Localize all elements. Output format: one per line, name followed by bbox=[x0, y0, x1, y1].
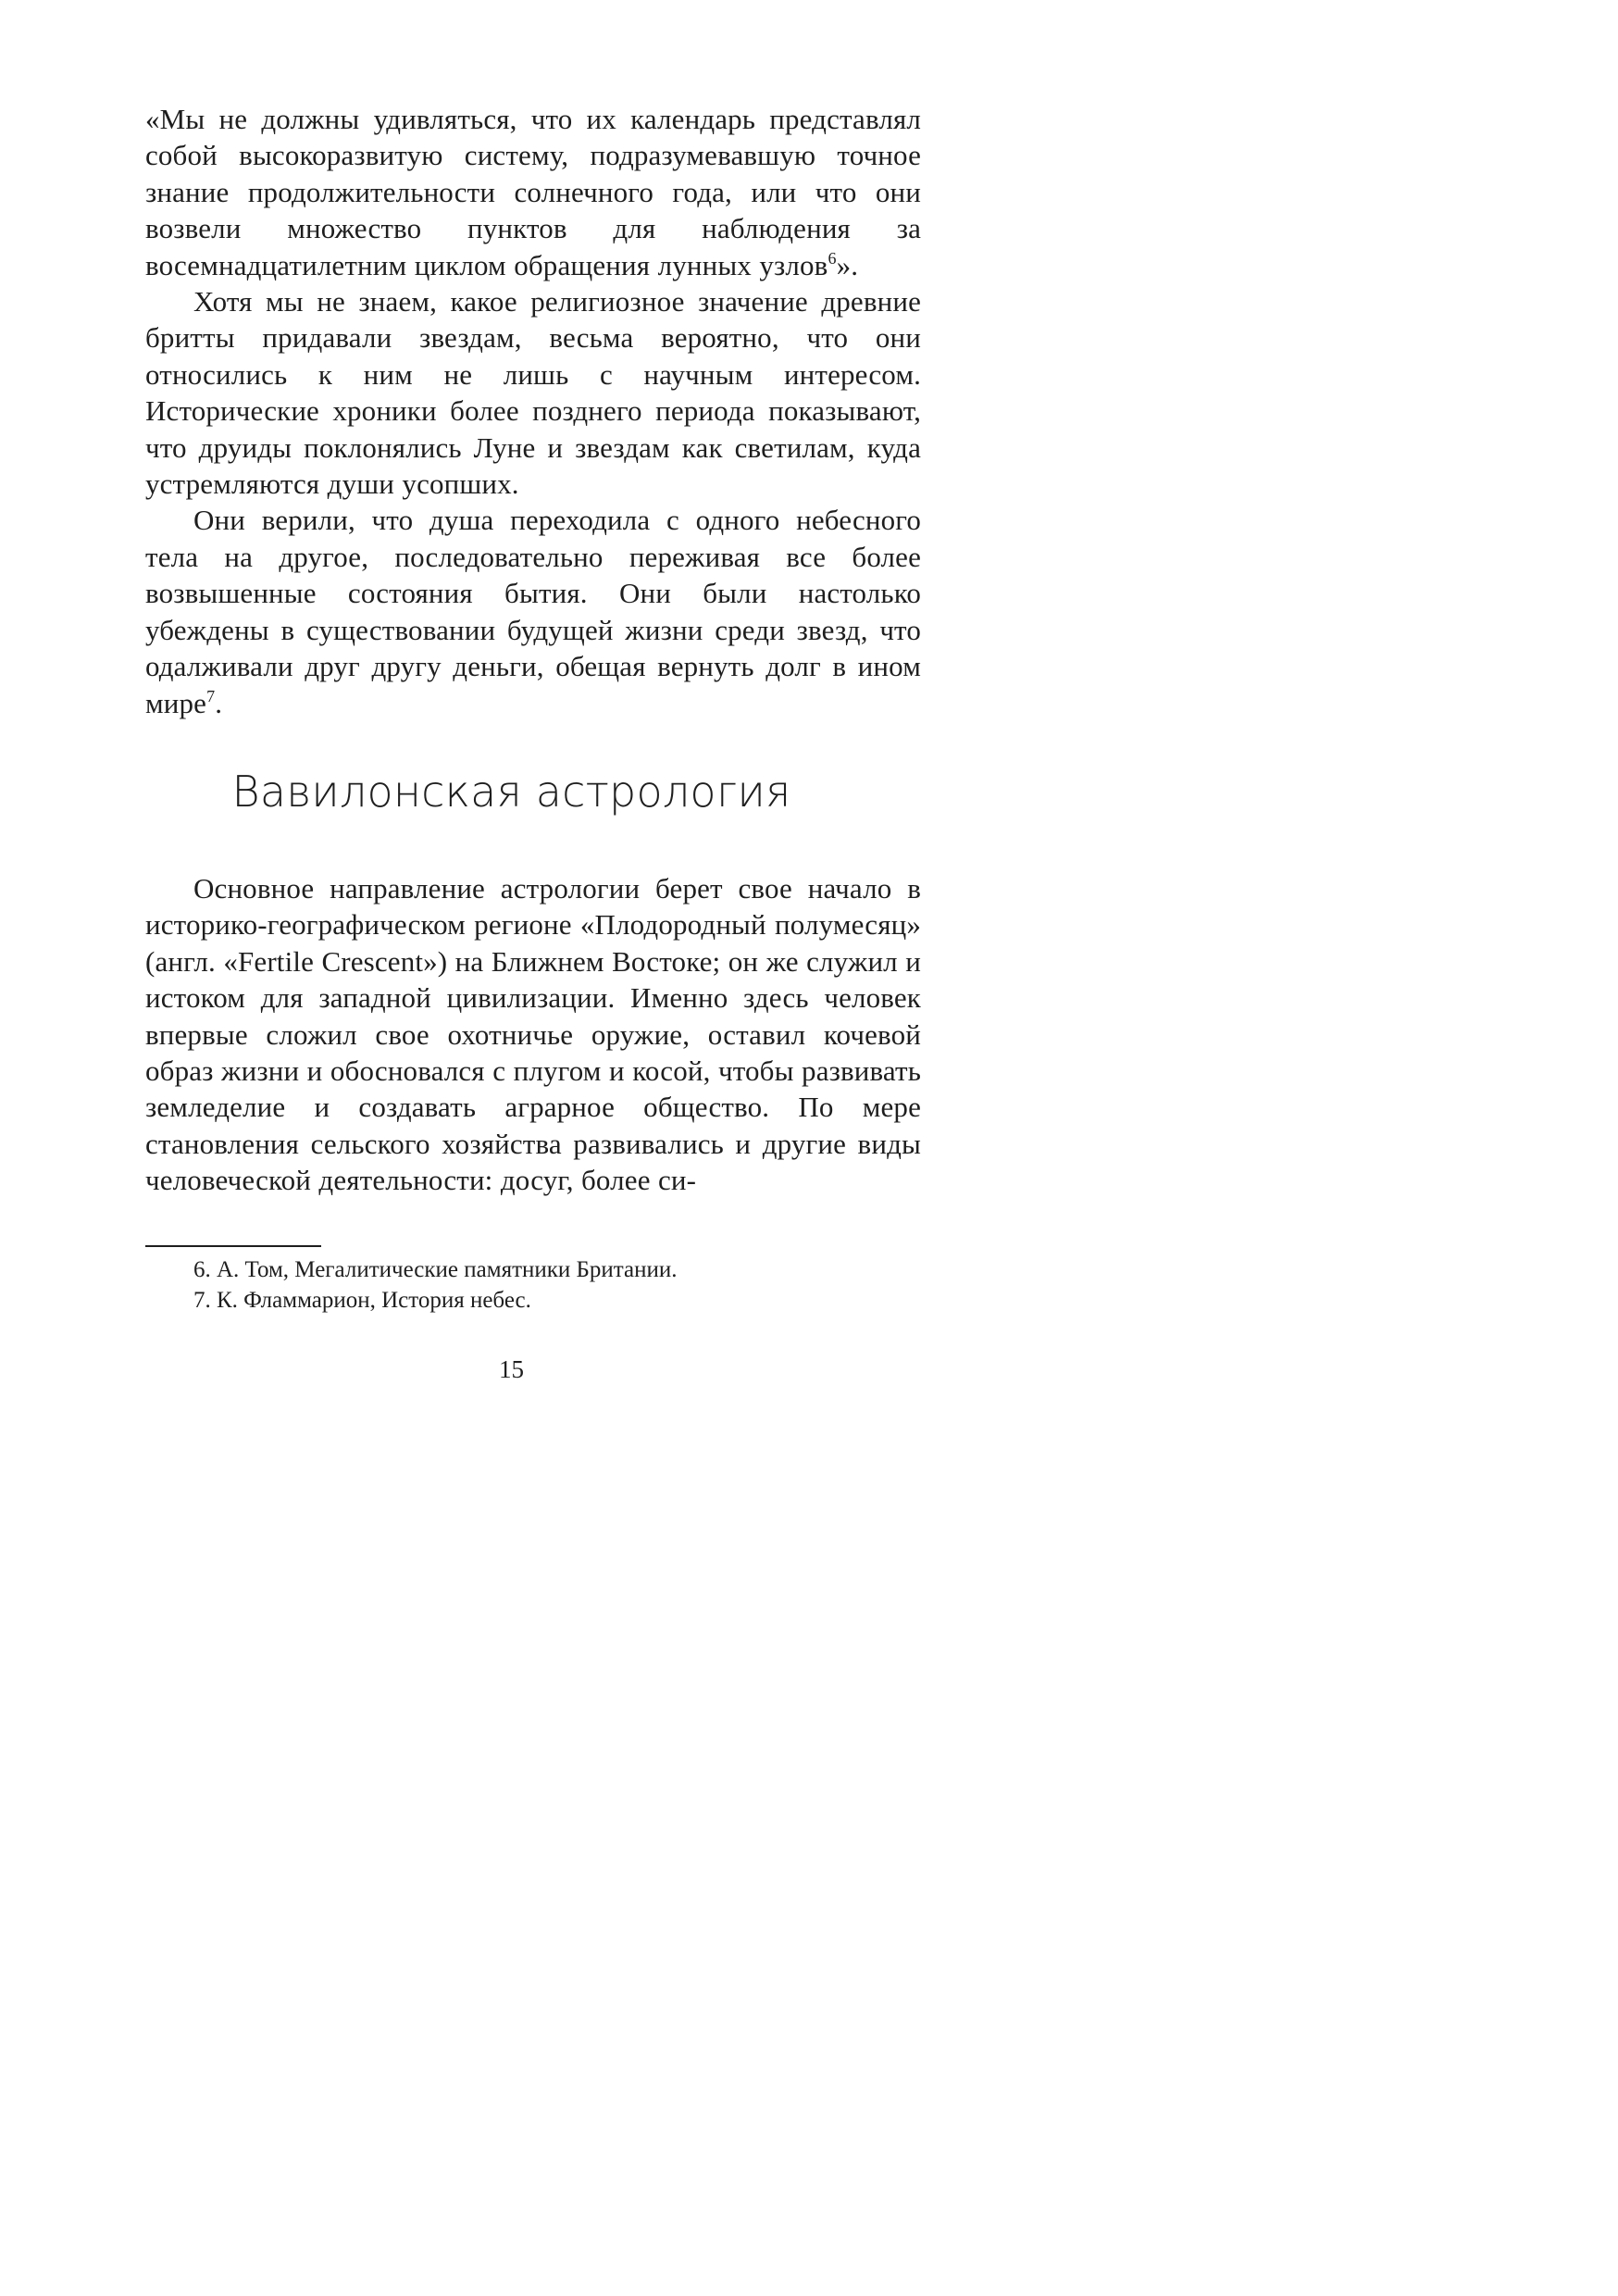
top-text-block bbox=[145, 101, 921, 721]
paragraph-britons: Хотя мы не знаем, какое религиозное значение древние бритты придавали звездам, весьма вероятно, что они относились к ним не лишь с научным интересом. Исторические хроники более позднего периода показывают, что друиды поклонялись Луне и звездам как светилам, куда устремляются души усопших. bbox=[145, 285, 921, 501]
page-number: 15 bbox=[499, 1355, 524, 1383]
footnote-7: 7. К. Фламмарион, История небес. bbox=[193, 1288, 531, 1313]
quote-paragraph bbox=[145, 101, 921, 283]
paragraph-afterlife-end: . bbox=[215, 686, 223, 719]
book-page bbox=[0, 0, 1023, 1452]
footnote-divider bbox=[145, 1245, 321, 1247]
paragraph-afterlife-text: Они верили, что душа переходила с одного небесного тела на другое, последовательно переживая все более возвышенные состояния бытия. Они были настолько убеждены в существовании будущей жизни среди звезд, что одалживали друг другу деньги, обещая вернуть долг в ином мире bbox=[145, 504, 921, 719]
footnote-6: 6. А. Том, Мегалитические памятники Британии. bbox=[193, 1257, 678, 1282]
footnotes bbox=[145, 1254, 921, 1316]
quote-end: ». bbox=[836, 248, 859, 281]
paragraph-afterlife bbox=[145, 502, 921, 720]
paragraph-fertile-crescent: Основное направление астрологии берет свое начало в историко-географическом регионе «Плодородный полумесяц» (англ. «Fertile Crescent») на Ближнем Востоке; он же служил и истоком для западной цивилизации. Именно здесь человек впервые сложил свое охотничье оружие, оставил кочевой образ жизни и обосновался с плугом и косой, чтобы развивать земледелие и создавать аграрное общество. По мере становления сельского хозяйства развивались и другие виды человеческой деятельности: досуг, более си- bbox=[145, 872, 921, 1197]
quote-text: «Мы не должны удивляться, что их календарь представлял собой высокоразвитую систему, подразумевавшую точное знание продолжительности солнечного года, или что они возвели множество пунктов для наблюдения за восемнадцатилетним циклом обращения лунных узлов bbox=[145, 103, 921, 281]
footnote-ref-6[interactable]: 6 bbox=[828, 248, 837, 268]
bottom-text-block bbox=[145, 870, 921, 1199]
section-heading: Вавилонская астрология bbox=[231, 767, 791, 817]
footnote-ref-7[interactable]: 7 bbox=[206, 686, 216, 705]
